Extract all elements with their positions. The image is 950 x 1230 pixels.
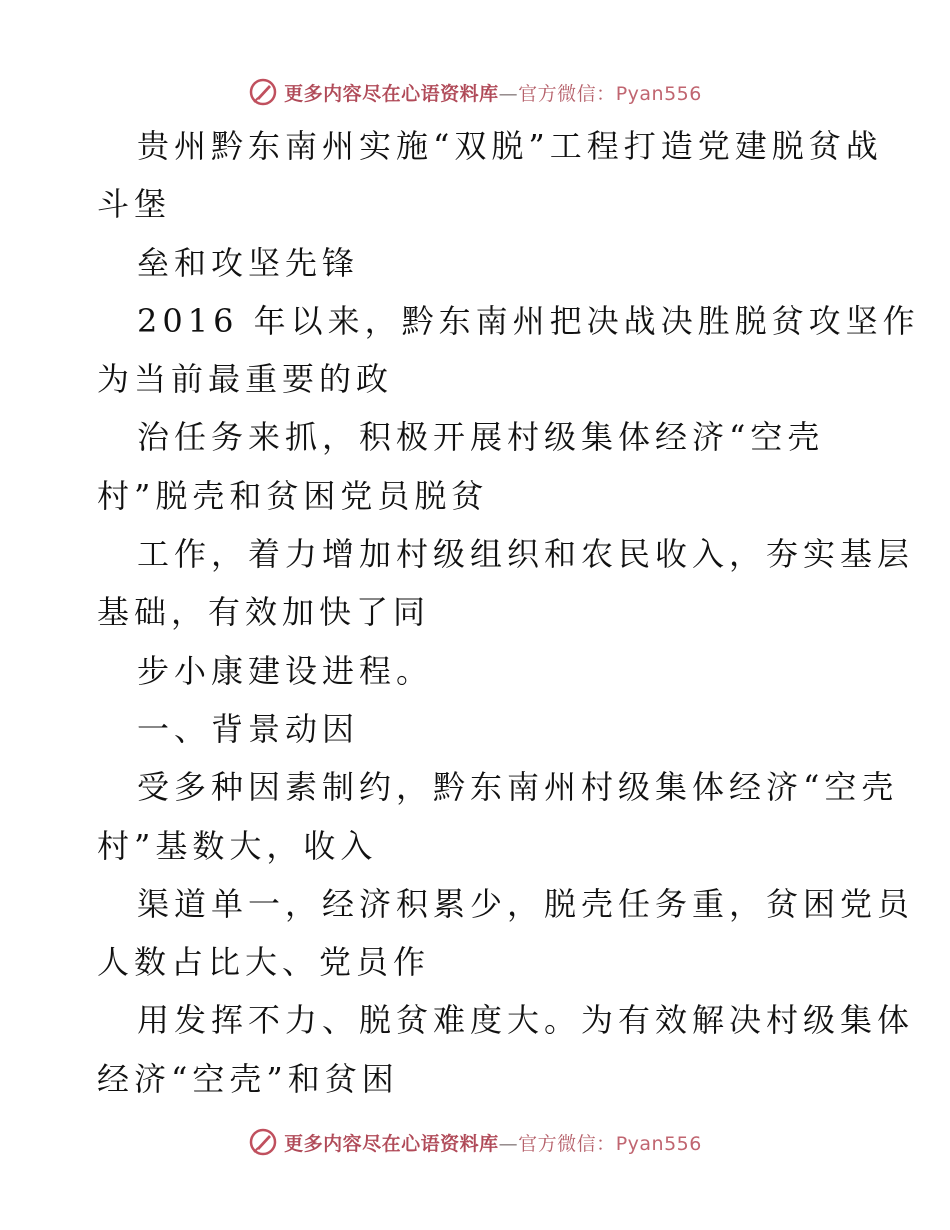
document-line: 村”脱壳和贫困党员脱贫 [97, 476, 489, 515]
header-banner-dash: — [498, 82, 519, 105]
document-line: 步小康建设进程。 [137, 651, 434, 690]
document-line: 人数占比大、党员作 [97, 943, 431, 982]
document-line: 贵州黔东南州实施“双脱”工程打造党建脱贫战 [137, 127, 883, 165]
footer-banner-dash: — [498, 1132, 519, 1155]
section-heading: 一、背景动因 [137, 709, 360, 748]
header-banner-text [284, 79, 702, 106]
document-line: 基础，有效加快了同 [97, 593, 431, 632]
footer-banner-handle: Pyan556 [615, 1132, 702, 1155]
document-line: 工作，着力增加村级组织和农民收入，夯实基层 [137, 535, 915, 574]
header-banner-main: 更多内容尽在心语资料库 [284, 82, 499, 105]
header-banner-handle: Pyan556 [615, 82, 702, 105]
document-line: 斗堡 [97, 185, 172, 224]
header-banner-contact: 官方微信： [518, 82, 616, 105]
document-line: 垒和攻坚先锋 [137, 243, 360, 282]
document-body [97, 117, 920, 1108]
footer-banner [0, 1122, 950, 1162]
document-line: 受多种因素制约，黔东南州村级集体经济“空壳 [137, 768, 899, 807]
document-line: 治任务来抓，积极开展村级集体经济“空壳 [137, 418, 825, 457]
document-line: 渠道单一，经济积累少，脱壳任务重，贫困党员 [137, 884, 915, 923]
footer-banner-contact: 官方微信： [518, 1132, 616, 1155]
header-banner [0, 72, 950, 112]
quill-logo-icon [248, 1127, 278, 1157]
document-line: 用发挥不力、脱贫难度大。为有效解决村级集体 [137, 1001, 915, 1040]
footer-banner-main: 更多内容尽在心语资料库 [284, 1132, 499, 1155]
document-line: 2016 年以来，黔东南州把决战决胜脱贫攻坚作 [137, 301, 920, 340]
document-line: 经济“空壳”和贫困 [97, 1059, 399, 1098]
document-line: 为当前最重要的政 [97, 360, 394, 399]
footer-banner-text [284, 1129, 702, 1156]
document-line: 村”基数大，收入 [97, 826, 378, 865]
quill-logo-icon [248, 77, 278, 107]
